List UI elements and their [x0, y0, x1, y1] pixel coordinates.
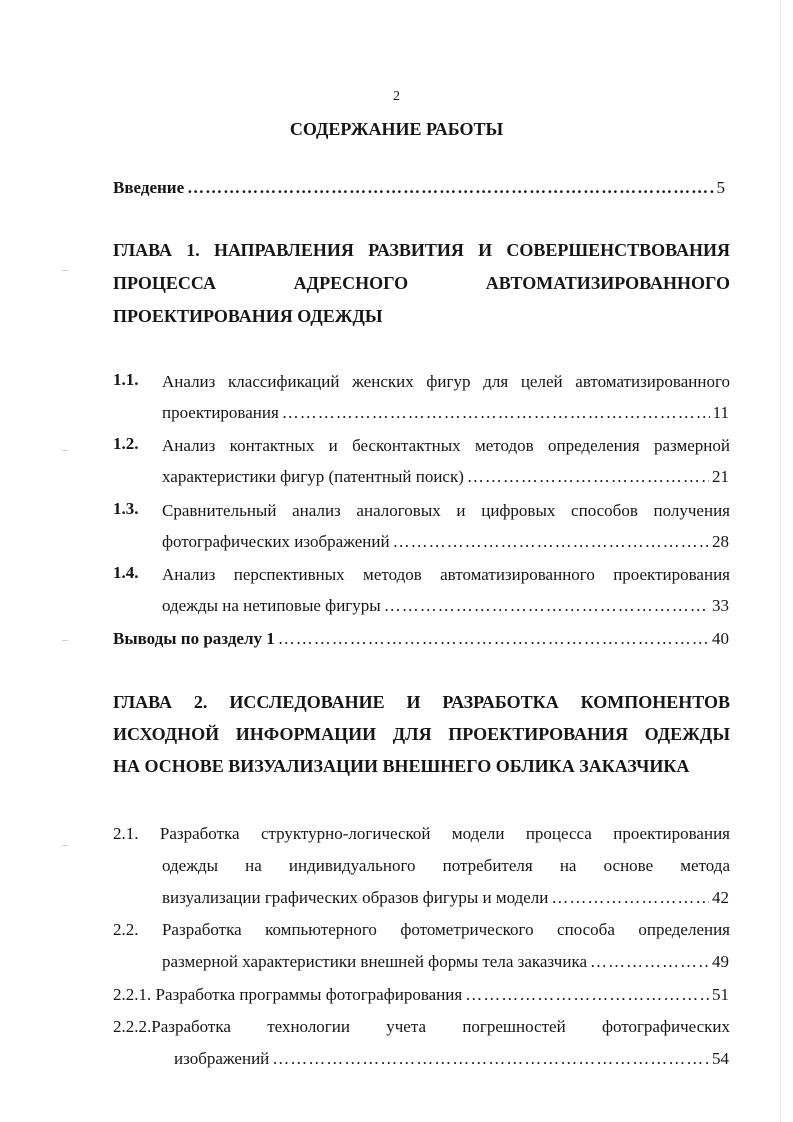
section-page: 49	[712, 952, 729, 971]
section-2-1-line-3[interactable]	[162, 886, 729, 910]
section-1-1-line-1[interactable]: Анализ классификаций женских фигур для целей автоматизированного	[162, 372, 730, 391]
dot-leader	[278, 627, 709, 651]
section-1-1-line-2[interactable]	[162, 401, 729, 425]
toc-intro[interactable]	[113, 176, 725, 200]
margin-mark	[62, 640, 68, 641]
section-2-2-line-2[interactable]	[162, 950, 729, 974]
toc-conclusion-page: 40	[712, 629, 729, 648]
section-title-cont: одежды на нетиповые фигуры	[162, 596, 381, 615]
section-1-3-line-2[interactable]	[162, 530, 729, 554]
section-2-2-1[interactable]	[113, 983, 729, 1007]
section-1-4-line-2[interactable]	[162, 594, 729, 618]
section-2-2-line-1[interactable]: 2.2. Разработка компьютерного фотометрического способа определения	[113, 920, 730, 939]
section-1-3-line-1[interactable]: Сравнительный анализ аналоговых и цифровых способов получения	[162, 501, 730, 520]
chapter-1-line-2: ПРОЦЕССА АДРЕСНОГО АВТОМАТИЗИРОВАННОГО	[113, 273, 730, 293]
section-2-1-line-2[interactable]: одежды на индивидуального потребителя на основе метода	[162, 856, 730, 875]
section-title-cont: размерной характеристики внешней формы тела заказчика	[162, 952, 587, 971]
page-title: СОДЕРЖАНИЕ РАБОТЫ	[289, 119, 504, 139]
toc-conclusion-1[interactable]	[113, 627, 729, 651]
dot-leader	[384, 594, 709, 618]
section-2-1-line-1[interactable]: 2.1. Разработка структурно-логической модели процесса проектирования	[113, 824, 730, 843]
dot-leader	[393, 530, 709, 554]
dot-leader	[282, 401, 710, 425]
section-number: 1.2.	[113, 434, 139, 453]
section-title-cont: изображений	[174, 1049, 270, 1068]
section-title-cont: визуализации графических образов фигуры и модели	[162, 888, 549, 907]
section-title: 2.2.1. Разработка программы фотографирования	[113, 985, 463, 1004]
margin-mark	[62, 450, 68, 451]
section-number: 1.1.	[113, 370, 139, 389]
section-number: 1.3.	[113, 499, 139, 518]
section-page: 21	[712, 467, 729, 486]
chapter-2-line-2: ИСХОДНОЙ ИНФОРМАЦИИ ДЛЯ ПРОЕКТИРОВАНИЯ ОДЕЖДЫ	[113, 724, 730, 744]
chapter-2-line-3: НА ОСНОВЕ ВИЗУАЛИЗАЦИИ ВНЕШНЕГО ОБЛИКА ЗАКАЗЧИКА	[113, 756, 690, 776]
section-title-cont: характеристики фигур (патентный поиск)	[162, 467, 464, 486]
toc-conclusion-label: Выводы по разделу 1	[113, 629, 275, 648]
section-page: 33	[712, 596, 729, 615]
chapter-1-heading	[113, 238, 730, 328]
section-1-4-line-1[interactable]: Анализ перспективных методов автоматизированного проектирования	[162, 565, 730, 584]
section-2-2-2-line-1[interactable]: 2.2.2.Разработка технологии учета погрешностей фотографических	[113, 1017, 730, 1036]
chapter-1-line-3: ПРОЕКТИРОВАНИЯ ОДЕЖДЫ	[113, 306, 383, 326]
margin-mark	[62, 270, 68, 271]
page-number: 2	[393, 89, 400, 104]
section-2-2-2-line-2[interactable]	[174, 1047, 729, 1071]
chapter-2-line-1: ГЛАВА 2. ИССЛЕДОВАНИЕ И РАЗРАБОТКА КОМПОНЕНТОВ	[113, 692, 730, 712]
dot-leader	[465, 983, 709, 1007]
section-page: 42	[712, 888, 729, 907]
section-page: 28	[712, 532, 729, 551]
dot-leader	[272, 1047, 709, 1071]
section-1-2-line-2[interactable]	[162, 465, 729, 489]
section-1-2-line-1[interactable]: Анализ контактных и бесконтактных методов определения размерной	[162, 436, 730, 455]
toc-intro-page: 5	[716, 178, 725, 197]
dot-leader	[467, 465, 709, 489]
section-page: 11	[712, 403, 729, 422]
section-number: 1.4.	[113, 563, 139, 582]
page-edge	[780, 0, 781, 1122]
section-page: 51	[712, 985, 729, 1004]
margin-mark	[62, 845, 68, 846]
section-page: 54	[712, 1049, 729, 1068]
section-title-cont: фотографических изображений	[162, 532, 390, 551]
chapter-1-line-1: ГЛАВА 1. НАПРАВЛЕНИЯ РАЗВИТИЯ И СОВЕРШЕНСТВОВАНИЯ	[113, 240, 730, 260]
toc-intro-label: Введение	[113, 178, 185, 197]
dot-leader	[187, 176, 713, 200]
section-title-cont: проектирования	[162, 403, 279, 422]
dot-leader	[551, 886, 709, 910]
dot-leader	[590, 950, 709, 974]
chapter-2-heading	[113, 690, 730, 778]
